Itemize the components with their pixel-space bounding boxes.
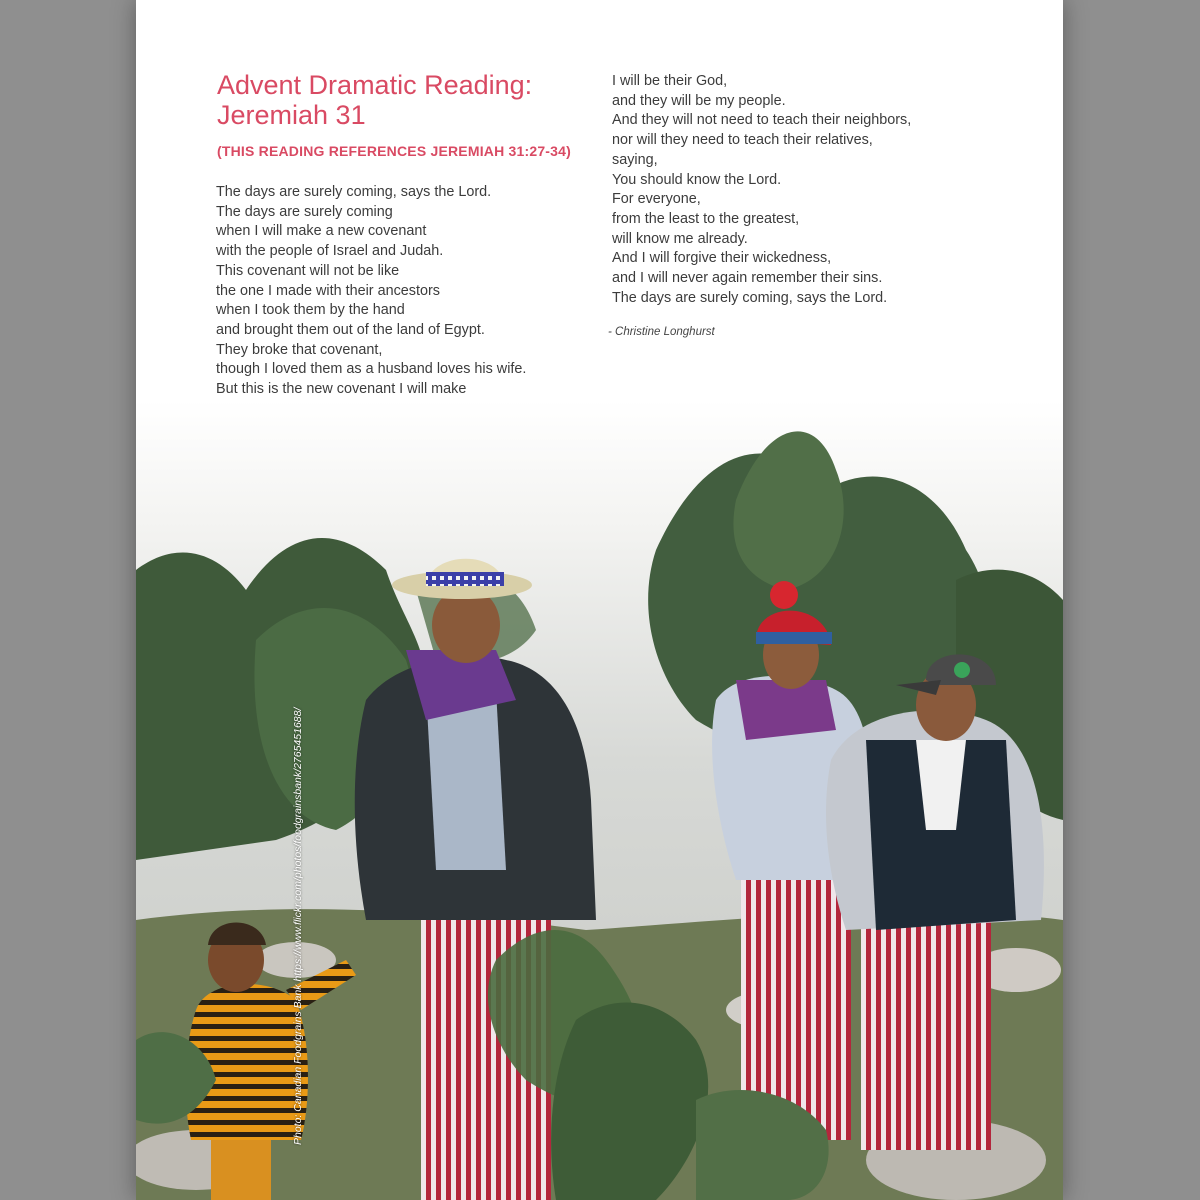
poem-line: and brought them out of the land of Egypt. [216,321,485,338]
poem-line: And I will forgive their wickedness, [612,250,832,267]
poem-line: will know me already. [612,230,748,247]
scripture-reference: (THIS READING REFERENCES JEREMIAH 31:27-34) [217,143,571,159]
photo-credit: Photo: Canadian Foodgrains Bank https://www.flickr.com/photos/foodgrainsbank/2765451688/ [292,707,304,1145]
poem-line: For everyone, [612,191,701,208]
poem-line: The days are surely coming, says the Lord. [612,289,888,306]
poem-line: You should know the Lord. [612,171,782,188]
poem-line: and they will be my people. [612,92,786,109]
document-page [136,0,1063,1200]
poem-line: The days are surely coming [216,203,393,220]
poem-line: when I will make a new covenant [216,223,427,240]
poem-line: with the people of Israel and Judah. [216,243,444,260]
photo-illustration [136,400,1063,1200]
poem-line: This covenant will not be like [216,262,400,279]
poem-line: from the least to the greatest, [612,210,800,227]
poem-line: when I took them by the hand [216,302,405,319]
poem-line: and I will never again remember their sins. [612,270,883,287]
poem-line: nor will they need to teach their relatives, [612,132,873,149]
poem-line: I will be their God, [612,73,728,89]
poem-line: the one I made with their ancestors [216,282,440,299]
poem-line: They broke that covenant, [216,341,383,358]
poem-line: The days are surely coming, says the Lord. [216,184,492,200]
photo-people-walking [136,400,1063,1200]
page-title: Advent Dramatic Reading: Jeremiah 31 [217,70,533,130]
author-attribution: - Christine Longhurst [608,326,715,338]
poem-line: though I loved them as a husband loves his wife. [216,361,527,378]
poem-line: And they will not need to teach their neighbors, [612,112,912,129]
poem-line: But this is the new covenant I will make [216,381,467,398]
reading-column-right [612,72,911,308]
poem-line: saying, [612,151,658,168]
